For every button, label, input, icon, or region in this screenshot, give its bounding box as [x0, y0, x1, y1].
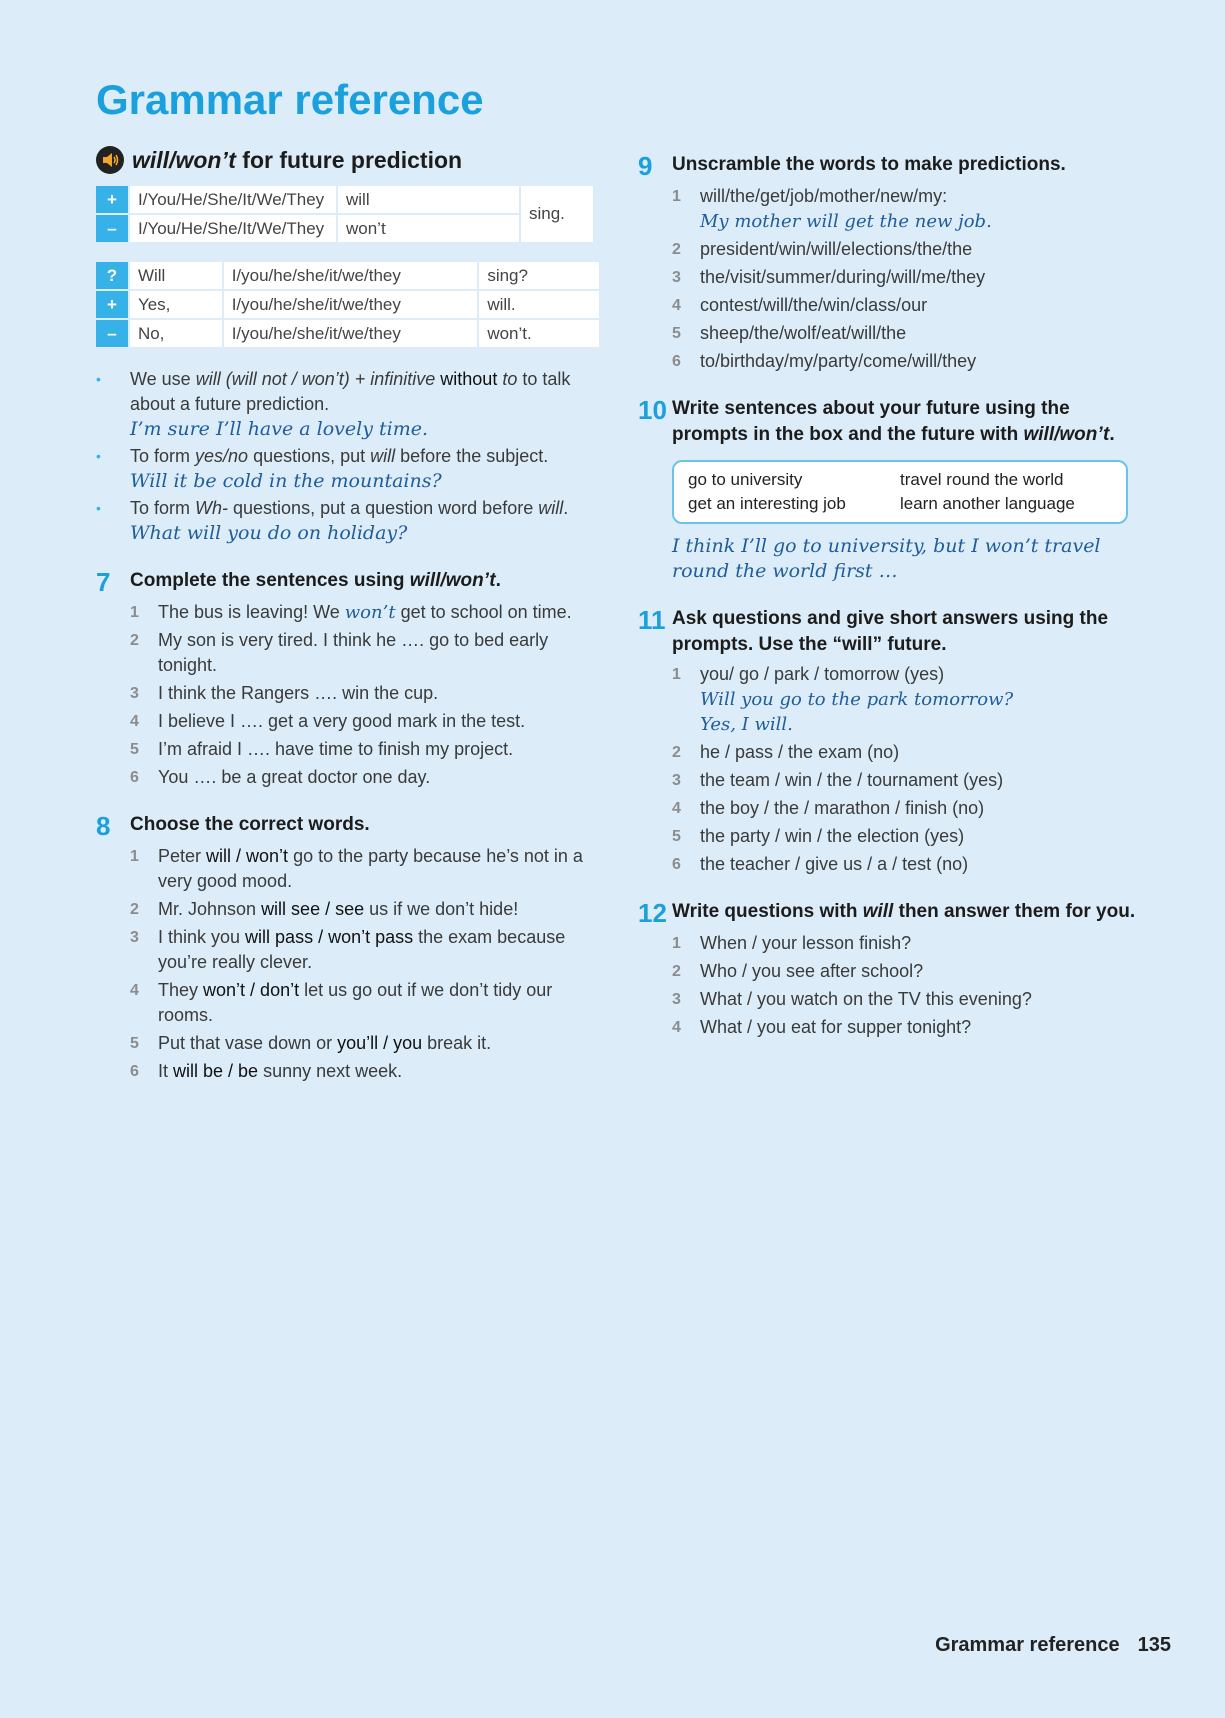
exercise-7-header	[96, 568, 601, 596]
choice-options: will / won’t	[206, 846, 289, 866]
list-item: 2 he / pass / the exam (no)	[672, 742, 900, 762]
section-header	[96, 146, 601, 174]
table-cell: I/you/he/she/it/we/they	[224, 320, 480, 347]
list-item: 4 I believe I …. get a very good mark in the test.	[130, 711, 526, 731]
list-item: 6 to/birthday/my/party/come/will/they	[672, 351, 977, 371]
list-item: 4 the boy / the / marathon / finish (no)	[672, 798, 985, 818]
note-example: Will it be cold in the mountains?	[130, 470, 442, 492]
exercise-instruction: Complete the sentences using will/won’t.	[130, 570, 501, 591]
exercise-number: 12	[638, 898, 667, 928]
list-item: 2 Who / you see after school?	[672, 961, 924, 981]
table-cell: I/you/he/she/it/we/they	[224, 262, 480, 289]
note-item: • To form Wh- questions, put a question word before will. What will you do on holiday?	[96, 496, 601, 546]
choice-options: will be / be	[173, 1061, 259, 1081]
list-item: 4 They won’t / don’t let us go out if we don’t tidy our rooms.	[130, 980, 553, 1025]
list-item: 4 contest/will/the/win/class/our	[672, 295, 928, 315]
table-cell: won’t.	[479, 320, 601, 347]
prompt-item: learn another language	[900, 494, 1075, 513]
list-item: 6 You …. be a great doctor one day.	[130, 767, 431, 787]
list-item: 6 the teacher / give us / a / test (no)	[672, 854, 969, 874]
exercise-11-items	[638, 662, 1138, 877]
list-item: 5 the party / win / the election (yes)	[672, 826, 965, 846]
right-column	[638, 146, 1138, 1043]
list-item: 6 It will be / be sunny next week.	[130, 1061, 403, 1081]
exercise-number: 10	[638, 395, 667, 425]
list-item: 1 When / your lesson finish?	[672, 933, 912, 953]
table-cell: will.	[479, 291, 601, 318]
question-answer-table	[96, 260, 601, 349]
prompt-item: travel round the world	[900, 470, 1064, 489]
list-item: 2 My son is very tired. I think he …. go to bed early tonight.	[130, 630, 549, 675]
table-cell: Yes,	[130, 291, 224, 318]
subject-cell: I/You/He/She/It/We/They	[130, 215, 338, 242]
choice-options: you’ll / you	[337, 1033, 423, 1053]
table-row	[96, 320, 601, 347]
note-example: What will you do on holiday?	[130, 522, 408, 544]
note-item: • We use will (will not / won’t) + infinitive without to to talk about a future prediction. I’m sure I’ll have a lovely time.	[96, 367, 601, 442]
speaker-icon[interactable]	[96, 146, 124, 174]
list-item: 3 I think you will pass / won’t pass the exam because you’re really clever.	[130, 927, 566, 972]
list-item: 2 Mr. Johnson will see / see us if we don’t hide!	[130, 899, 519, 919]
exercise-number: 7	[96, 567, 111, 597]
list-item: 5 Put that vase down or you’ll / you break it.	[130, 1033, 492, 1053]
choice-options: will pass / won’t pass	[245, 927, 414, 947]
subject-cell: I/You/He/She/It/We/They	[130, 186, 338, 213]
question-symbol: ?	[96, 262, 130, 289]
answer-example: I think I’ll go to university, but I won’t travel round the world first …	[672, 535, 1101, 582]
choice-options: will see / see	[261, 899, 365, 919]
exercise-7-items	[96, 600, 601, 790]
section-title: will/won’t for future prediction	[132, 146, 463, 173]
exercise-8-items	[96, 844, 601, 1084]
table-row	[96, 291, 601, 318]
exercise-8-header	[96, 812, 601, 840]
exercise-instruction: Write sentences about your future using the prompts in the box and the future with will/won’t.	[672, 398, 1115, 445]
minus-symbol: –	[96, 215, 130, 242]
affirmative-negative-table	[96, 184, 595, 244]
grammar-notes	[96, 367, 601, 546]
choice-options: won’t / don’t	[203, 980, 300, 1000]
exercise-11-header	[638, 606, 1138, 658]
table-row	[96, 186, 595, 213]
list-item: 2 president/win/will/elections/the/the	[672, 239, 973, 259]
list-item: 5 I’m afraid I …. have time to finish my project.	[130, 739, 514, 759]
list-item: 1 will/the/get/job/mother/new/my: My mother will get the new job.	[672, 186, 992, 232]
list-item: 4 What / you eat for supper tonight?	[672, 1017, 972, 1037]
note-item: • To form yes/no questions, put will before the subject. Will it be cold in the mountains?	[96, 444, 601, 494]
exercise-number: 9	[638, 151, 653, 181]
exercise-number: 8	[96, 811, 111, 841]
exercise-number: 11	[638, 605, 666, 635]
note-example: I’m sure I’ll have a lovely time.	[130, 418, 428, 440]
list-item: 3 the team / win / the / tournament (yes)	[672, 770, 1004, 790]
exercise-9-header	[638, 152, 1138, 180]
prompt-box	[672, 460, 1128, 524]
table-row	[96, 262, 601, 289]
table-cell: I/you/he/she/it/we/they	[224, 291, 480, 318]
page-title: Grammar reference	[96, 76, 484, 123]
table-cell: sing?	[479, 262, 601, 289]
list-item: 1 Peter will / won’t go to the party because he’s not in a very good mood.	[130, 846, 583, 891]
page-footer	[935, 1634, 1171, 1657]
list-item: 1 you/ go / park / tomorrow (yes) Will you go to the park tomorrow? Yes, I will.	[672, 664, 1014, 735]
exercise-12-header	[638, 899, 1138, 927]
list-item: 1 The bus is leaving! We won’t get to school on time.	[130, 602, 572, 623]
aux-cell: will	[338, 186, 521, 213]
answer-example: My mother will get the new job.	[700, 211, 992, 232]
exercise-9-items	[638, 184, 1138, 374]
exercise-instruction: Ask questions and give short answers using the prompts. Use the “will” future.	[672, 608, 1109, 655]
minus-symbol: –	[96, 320, 130, 347]
left-column	[96, 146, 601, 1087]
list-item: 5 sheep/the/wolf/eat/will/the	[672, 323, 907, 343]
plus-symbol: +	[96, 186, 130, 213]
exercise-instruction: Unscramble the words to make predictions.	[672, 154, 1066, 175]
exercise-10-header	[638, 396, 1138, 448]
plus-symbol: +	[96, 291, 130, 318]
table-cell: No,	[130, 320, 224, 347]
answer-example: Yes, I will.	[700, 714, 793, 735]
answer-example: Will you go to the park tomorrow?	[700, 689, 1014, 710]
table-row	[96, 215, 595, 242]
list-item: 3 What / you watch on the TV this evening?	[672, 989, 1032, 1009]
exercise-instruction: Choose the correct words.	[130, 814, 370, 835]
list-item: 3 I think the Rangers …. win the cup.	[130, 683, 439, 703]
exercise-instruction: Write questions with will then answer them for you.	[672, 901, 1136, 922]
exercise-12-items	[638, 931, 1138, 1040]
verb-cell: sing.	[521, 186, 595, 242]
prompt-item: get an interesting job	[688, 494, 846, 513]
page-number: 135	[1137, 1634, 1171, 1656]
answer-example: won’t	[344, 602, 396, 623]
footer-label: Grammar reference	[935, 1634, 1120, 1656]
prompt-item: go to university	[688, 470, 803, 489]
list-item: 3 the/visit/summer/during/will/me/they	[672, 267, 986, 287]
aux-cell: won’t	[338, 215, 521, 242]
table-cell: Will	[130, 262, 224, 289]
